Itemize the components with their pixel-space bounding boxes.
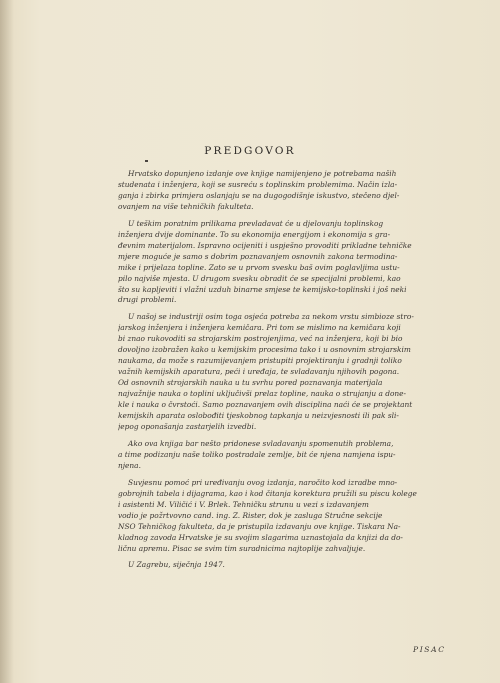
text-line: U našoj se industriji osim toga osjeća potreba za nekom vrstu simbioze stro- <box>128 312 414 322</box>
text-line: naukama, da može s razumijevanjem pristupiti projektiranju i gradnji toliko <box>118 356 402 366</box>
place-and-date: U Zagrebu, siječnja 1947. <box>128 560 225 570</box>
text-line: a time podizanju naše toliko postradale zemlje, bit će njena namjena ispu- <box>118 449 396 459</box>
ink-mark <box>145 160 148 162</box>
preface-body <box>118 169 470 571</box>
text-line: kemijskih aparata oslobođiti tjeskobnog tapkanja u neizvjesnosti ili pak sli- <box>118 411 399 421</box>
text-line: mjere moguće je samo s dobrim poznavanjem osnovnih zakona termodina- <box>118 251 398 261</box>
text-line: najvažnije nauka o toplini uključivši prelaz topline, nauka o strujanju a done- <box>118 389 407 399</box>
text-line: kladnog zavoda Hrvatske je su svojim slagarima uznastojala da knjizi da do- <box>118 532 403 542</box>
text-line: inženjera dvije dominante. To su ekonomija energijom i ekonomija s gra- <box>118 229 391 239</box>
text-line: kle i nauka o čvrstoći. Samo poznavanjem ovih disciplina naći će se projektant <box>118 400 413 410</box>
text-line: gobrojnih tabela i dijagrama, kao i kod čitanja korektura pružili su piscu kolege <box>118 488 417 498</box>
text-line: ličnu apremu. Pisac se svim tim suradnicima najtoplije zahvaljuje. <box>118 543 366 553</box>
text-line: jarskog inženjera i inženjera kemičara. Pri tom se mislimo na kemičara koji <box>118 323 401 333</box>
text-line: U teškim poratnim prilikama prevladavat će u djelovanju toplinskog <box>128 218 384 228</box>
text-line: Hrvatsko dopunjeno izdanje ove knjige namijenjeno je potrebama naših <box>128 169 397 178</box>
page-title: PREDGOVOR <box>204 145 296 157</box>
text-line: ganja i zbirka primjera oslanjaju se na dugogodišnje iskustvo, stečeno djel- <box>118 190 400 200</box>
page-edge-shadow <box>0 0 14 683</box>
text-line: Ako ova knjiga bar nešto pridonese svladavanju spomenutih problema, <box>128 438 394 448</box>
text-line: ovanjem na više tehničkih fakulteta. <box>118 201 254 211</box>
paragraph-5 <box>118 478 470 555</box>
author-signature: PISAC <box>413 645 446 654</box>
text-line: pilo najviše mjesta. U drugom svesku obradit će se specijalni problemi, kao <box>118 273 401 283</box>
text-line: vodio je požrtvovno cand. ing. Z. Rister, dok je zasluga Stručne sekcije <box>118 510 383 520</box>
text-line: i asistenti M. Viličić i V. Brlek. Tehničku strunu u vezi s izdavanjem <box>118 499 369 509</box>
text-line: dovoljno izobražen kako u kemijskim procesima tako i u osnovnim strojarskim <box>118 345 411 355</box>
paragraph-3 <box>118 312 470 432</box>
text-line: mike i prijelaza topline. Zato se u prvom svesku baš ovim poglavljima ustu- <box>118 262 400 272</box>
text-line: njena. <box>118 460 141 470</box>
paragraph-1 <box>118 169 470 213</box>
text-line: studenata i inženjera, koji se susreću s toplinskim problemima. Način izla- <box>118 179 398 189</box>
text-line: đevnim materijalom. Ispravno ocijeniti i uspješno provoditi prikladne tehničke <box>118 240 412 250</box>
text-line: važnih kemijskih aparatura, peći i uređaja, te svladavanju njihovih pogona. <box>118 367 400 377</box>
text-line: Suvjesnu pomoć pri uređivanju ovog izdanja, naročito kod izradbe mno- <box>128 477 398 487</box>
text-line: NSO Tehničkog fakulteta, da je pristupila izdavanju ove knjige. Tiskara Na- <box>118 521 401 531</box>
text-line: bi znao rukovoditi sa strojarskim postrojenjima, već na inženjera, koji bi bio <box>118 334 403 344</box>
text-line: drugi problemi. <box>118 295 177 305</box>
paragraph-4 <box>118 439 470 472</box>
text-line: jepog oponašanja zastarjelih izvedbi. <box>118 421 257 431</box>
text-line: Od osnovnih strojarskih nauka u tu svrhu pored poznavanja materijala <box>118 378 383 388</box>
paragraph-2 <box>118 219 470 307</box>
text-line: što su kapljeviti i vlažni uzduh binarne smjese te kemijsko-toplinski i još neki <box>118 284 407 294</box>
